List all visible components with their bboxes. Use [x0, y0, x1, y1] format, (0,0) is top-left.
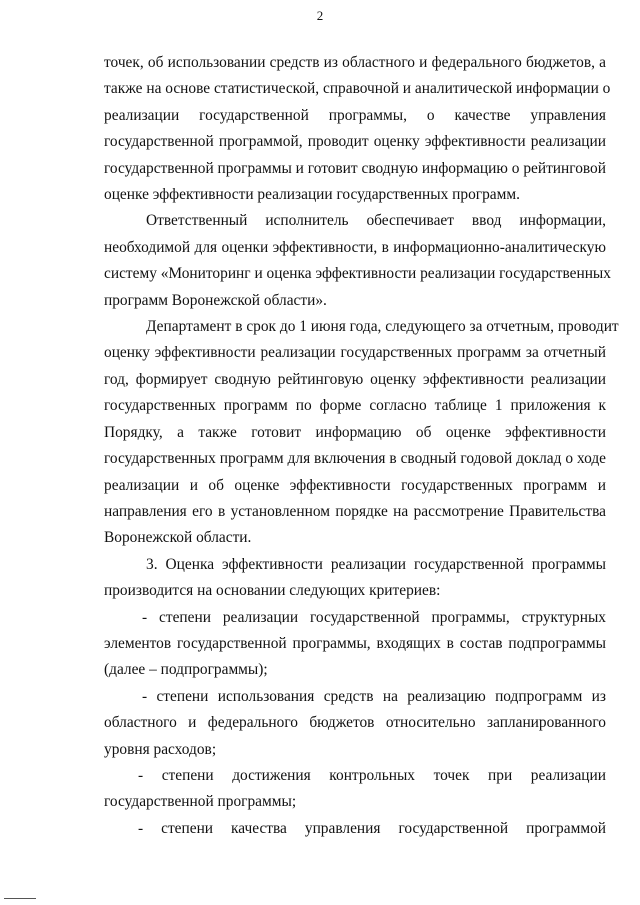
text-line: Воронежской области. [104, 529, 252, 547]
text-line: (далее – подпрограммы); [104, 661, 268, 679]
paragraph-responsible-executor [104, 208, 611, 314]
text-line: государственных программ для включения в сводный годовой доклад о ходе [104, 450, 606, 468]
text-line: Департамент в срок до 1 июня года, следующего за отчетным, проводит [146, 318, 619, 336]
text-line: Ответственный исполнитель обеспечивает ввод информации, [146, 212, 606, 230]
text-line: - степени использования средств на реализацию подпрограмм из [142, 687, 606, 705]
paragraph-department [104, 314, 619, 552]
footer-rule [4, 898, 36, 899]
text-line: оценке эффективности реализации государственных программ. [104, 186, 520, 204]
text-line: необходимой для оценки эффективности, в информационно-аналитическую [104, 238, 606, 256]
text-line: систему «Мониторинг и оценка эффективности реализации государственных [104, 265, 611, 283]
paragraph-report-basis [104, 50, 611, 208]
text-line: год, формирует сводную рейтинговую оценку эффективности реализации [104, 370, 606, 388]
text-line: государственной программы и готовит сводную информацию о рейтинговой [104, 159, 606, 177]
criterion-checkpoints [104, 763, 606, 816]
text-line: оценку эффективности реализации государственных программ за отчетный [104, 344, 606, 362]
text-line: программ Воронежской области». [104, 291, 327, 309]
text-line: 3. Оценка эффективности реализации государственной программы [146, 555, 606, 573]
text-line: производится на основании следующих критериев: [104, 582, 441, 600]
text-line: реализации и об оценке эффективности государственных программ и [104, 476, 606, 494]
text-line: уровня расходов; [104, 740, 217, 758]
text-line: государственной программы; [104, 793, 297, 811]
text-line: - степени качества управления государственной программой [138, 819, 606, 837]
text-line: - степени достижения контрольных точек при реализации [138, 766, 606, 784]
text-line: государственных программ по форме согласно таблице 1 приложения к [104, 397, 606, 415]
document-body [104, 50, 619, 842]
text-line: Порядку, а также готовит информацию об оценке эффективности [104, 423, 606, 441]
text-line: реализации государственной программы, о качестве управления [104, 106, 606, 124]
criterion-program-implementation [104, 605, 606, 684]
text-line: также на основе статистической, справочной и аналитической информации о [104, 80, 611, 98]
text-line: элементов государственной программы, входящих в состав подпрограммы [104, 634, 606, 652]
criterion-funds-usage [104, 684, 606, 763]
text-line: государственной программой, проводит оценку эффективности реализации [104, 133, 606, 151]
page-number: 2 [316, 8, 324, 23]
paragraph-criteria-intro [104, 552, 606, 605]
text-line: областного и федерального бюджетов относительно запланированного [104, 714, 606, 732]
criterion-management-quality [104, 816, 606, 842]
text-line: - степени реализации государственной программы, структурных [142, 608, 606, 626]
text-line: направления его в установленном порядке на рассмотрение Правительства [104, 502, 606, 520]
text-line: точек, об использовании средств из областного и федерального бюджетов, а [104, 54, 606, 71]
